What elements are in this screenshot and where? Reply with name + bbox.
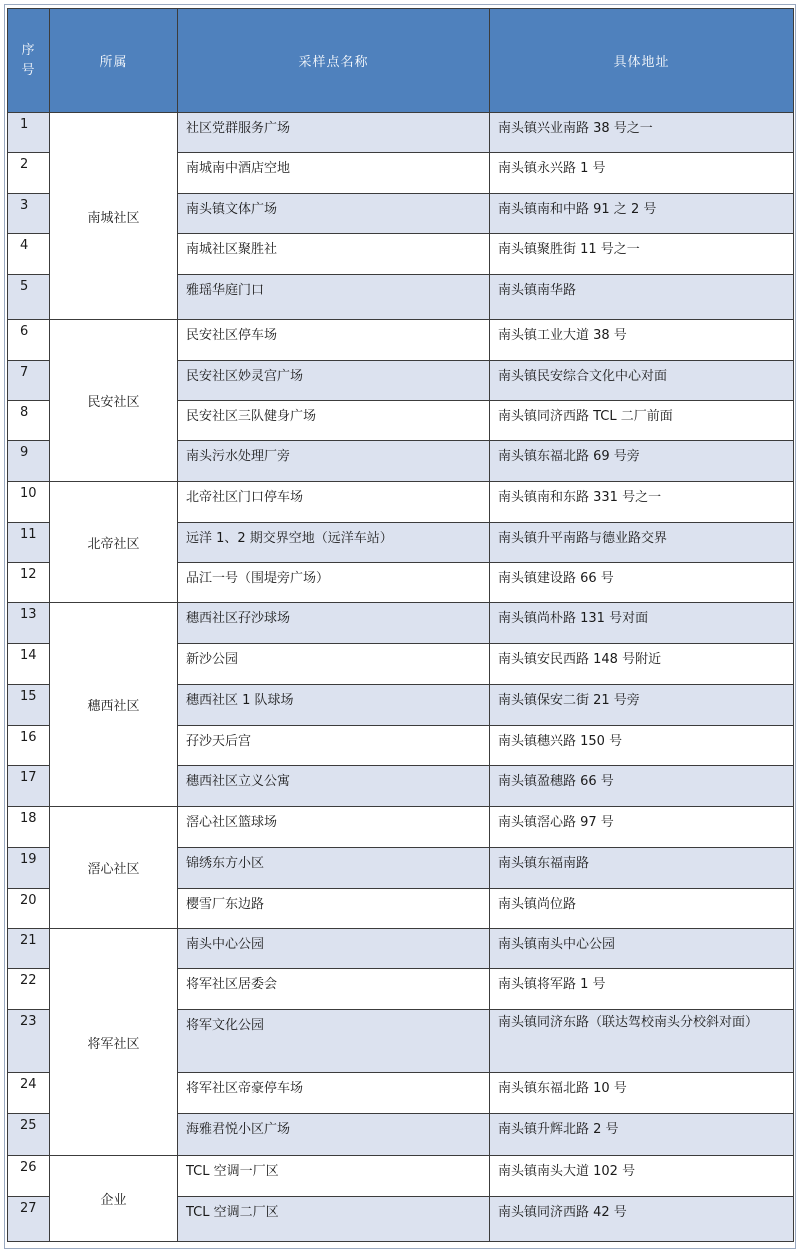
address-cell: 南头镇南头大道 102 号 [490,1156,794,1197]
site-name-cell: 北帝社区门口停车场 [178,482,490,523]
table-row [8,482,794,523]
site-name-cell: 南头镇文体广场 [178,194,490,234]
row-number: 7 [8,361,50,401]
site-name-cell: 将军社区帝豪停车场 [178,1073,490,1114]
row-number: 17 [8,766,50,807]
site-name-cell: TCL 空调一厂区 [178,1156,490,1197]
row-number: 16 [8,726,50,766]
address-cell: 南头镇南华路 [490,275,794,320]
table-row [8,113,794,153]
address-cell: 南头镇聚胜街 11 号之一 [490,234,794,275]
table-body [8,113,794,1242]
row-number: 21 [8,929,50,969]
community-cell: 南城社区 [50,113,178,320]
address-cell: 南头镇盈穗路 66 号 [490,766,794,807]
header-belong: 所属 [50,9,178,113]
site-name-cell: 孖沙天后宫 [178,726,490,766]
site-name-cell: 穗西社区孖沙球场 [178,603,490,644]
site-name-cell: 南头中心公园 [178,929,490,969]
address-cell: 南头镇保安二街 21 号旁 [490,685,794,726]
address-cell: 南头镇东福北路 10 号 [490,1073,794,1114]
row-number: 15 [8,685,50,726]
row-number: 11 [8,523,50,563]
site-name-cell: 锦绣东方小区 [178,848,490,889]
site-name-cell: 民安社区三队健身广场 [178,401,490,441]
site-name-cell: 樱雪厂东边路 [178,889,490,929]
address-cell: 南头镇穗兴路 150 号 [490,726,794,766]
address-cell: 南头镇将军路 1 号 [490,969,794,1010]
header-address: 具体地址 [490,9,794,113]
address-cell: 南头镇尚朴路 131 号对面 [490,603,794,644]
address-cell: 南头镇升辉北路 2 号 [490,1114,794,1156]
community-cell: 北帝社区 [50,482,178,603]
address-cell: 南头镇尚位路 [490,889,794,929]
address-cell: 南头镇工业大道 38 号 [490,320,794,361]
community-cell: 民安社区 [50,320,178,482]
site-name-cell: 滘心社区篮球场 [178,807,490,848]
header-seq-line1: 序 [21,42,36,58]
site-name-cell: 海雅君悦小区广场 [178,1114,490,1156]
address-cell: 南头镇滘心路 97 号 [490,807,794,848]
site-name-cell: 民安社区妙灵宫广场 [178,361,490,401]
site-name-cell: 将军社区居委会 [178,969,490,1010]
table-row [8,603,794,644]
site-name-cell: 新沙公园 [178,644,490,685]
address-cell: 南头镇永兴路 1 号 [490,153,794,194]
site-name-cell: 将军文化公园 [178,1010,490,1073]
address-cell: 南头镇升平南路与德业路交界 [490,523,794,563]
address-cell: 南头镇同济东路（联达驾校南头分校斜对面） [490,1010,794,1073]
address-cell: 南头镇南和东路 331 号之一 [490,482,794,523]
table-row [8,929,794,969]
row-number: 9 [8,441,50,482]
site-name-cell: 南城社区聚胜社 [178,234,490,275]
table-row [8,1156,794,1197]
header-seq-line2: 号 [21,62,36,78]
address-cell: 南头镇建设路 66 号 [490,563,794,603]
table-row [8,807,794,848]
address-cell: 南头镇民安综合文化中心对面 [490,361,794,401]
row-number: 18 [8,807,50,848]
row-number: 23 [8,1010,50,1073]
row-number: 19 [8,848,50,889]
site-name-cell: 南城南中酒店空地 [178,153,490,194]
row-number: 24 [8,1073,50,1114]
address-cell: 南头镇南和中路 91 之 2 号 [490,194,794,234]
address-cell: 南头镇同济西路 42 号 [490,1197,794,1242]
row-number: 13 [8,603,50,644]
community-cell: 滘心社区 [50,807,178,929]
row-number: 8 [8,401,50,441]
site-name-cell: TCL 空调二厂区 [178,1197,490,1242]
row-number: 10 [8,482,50,523]
site-name-cell: 穗西社区 1 队球场 [178,685,490,726]
sampling-sites-table [7,8,794,1242]
table-header-row [8,9,794,113]
row-number: 25 [8,1114,50,1156]
row-number: 6 [8,320,50,361]
row-number: 12 [8,563,50,603]
row-number: 1 [8,113,50,153]
site-name-cell: 远洋 1、2 期交界空地（远洋车站） [178,523,490,563]
row-number: 14 [8,644,50,685]
site-name-cell: 雅瑶华庭门口 [178,275,490,320]
address-cell: 南头镇兴业南路 38 号之一 [490,113,794,153]
row-number: 2 [8,153,50,194]
row-number: 3 [8,194,50,234]
row-number: 26 [8,1156,50,1197]
header-seq [8,9,50,113]
site-name-cell: 品江一号（围堤旁广场） [178,563,490,603]
community-cell: 将军社区 [50,929,178,1156]
row-number: 22 [8,969,50,1010]
site-name-cell: 穗西社区立义公寓 [178,766,490,807]
row-number: 4 [8,234,50,275]
address-cell: 南头镇安民西路 148 号附近 [490,644,794,685]
site-name-cell: 南头污水处理厂旁 [178,441,490,482]
site-name-cell: 民安社区停车场 [178,320,490,361]
address-cell: 南头镇同济西路 TCL 二厂前面 [490,401,794,441]
community-cell: 企业 [50,1156,178,1242]
row-number: 20 [8,889,50,929]
site-name-cell: 社区党群服务广场 [178,113,490,153]
row-number: 27 [8,1197,50,1242]
header-site-name: 采样点名称 [178,9,490,113]
address-cell: 南头镇东福南路 [490,848,794,889]
community-cell: 穗西社区 [50,603,178,807]
table-row [8,320,794,361]
address-cell: 南头镇南头中心公园 [490,929,794,969]
row-number: 5 [8,275,50,320]
address-cell: 南头镇东福北路 69 号旁 [490,441,794,482]
